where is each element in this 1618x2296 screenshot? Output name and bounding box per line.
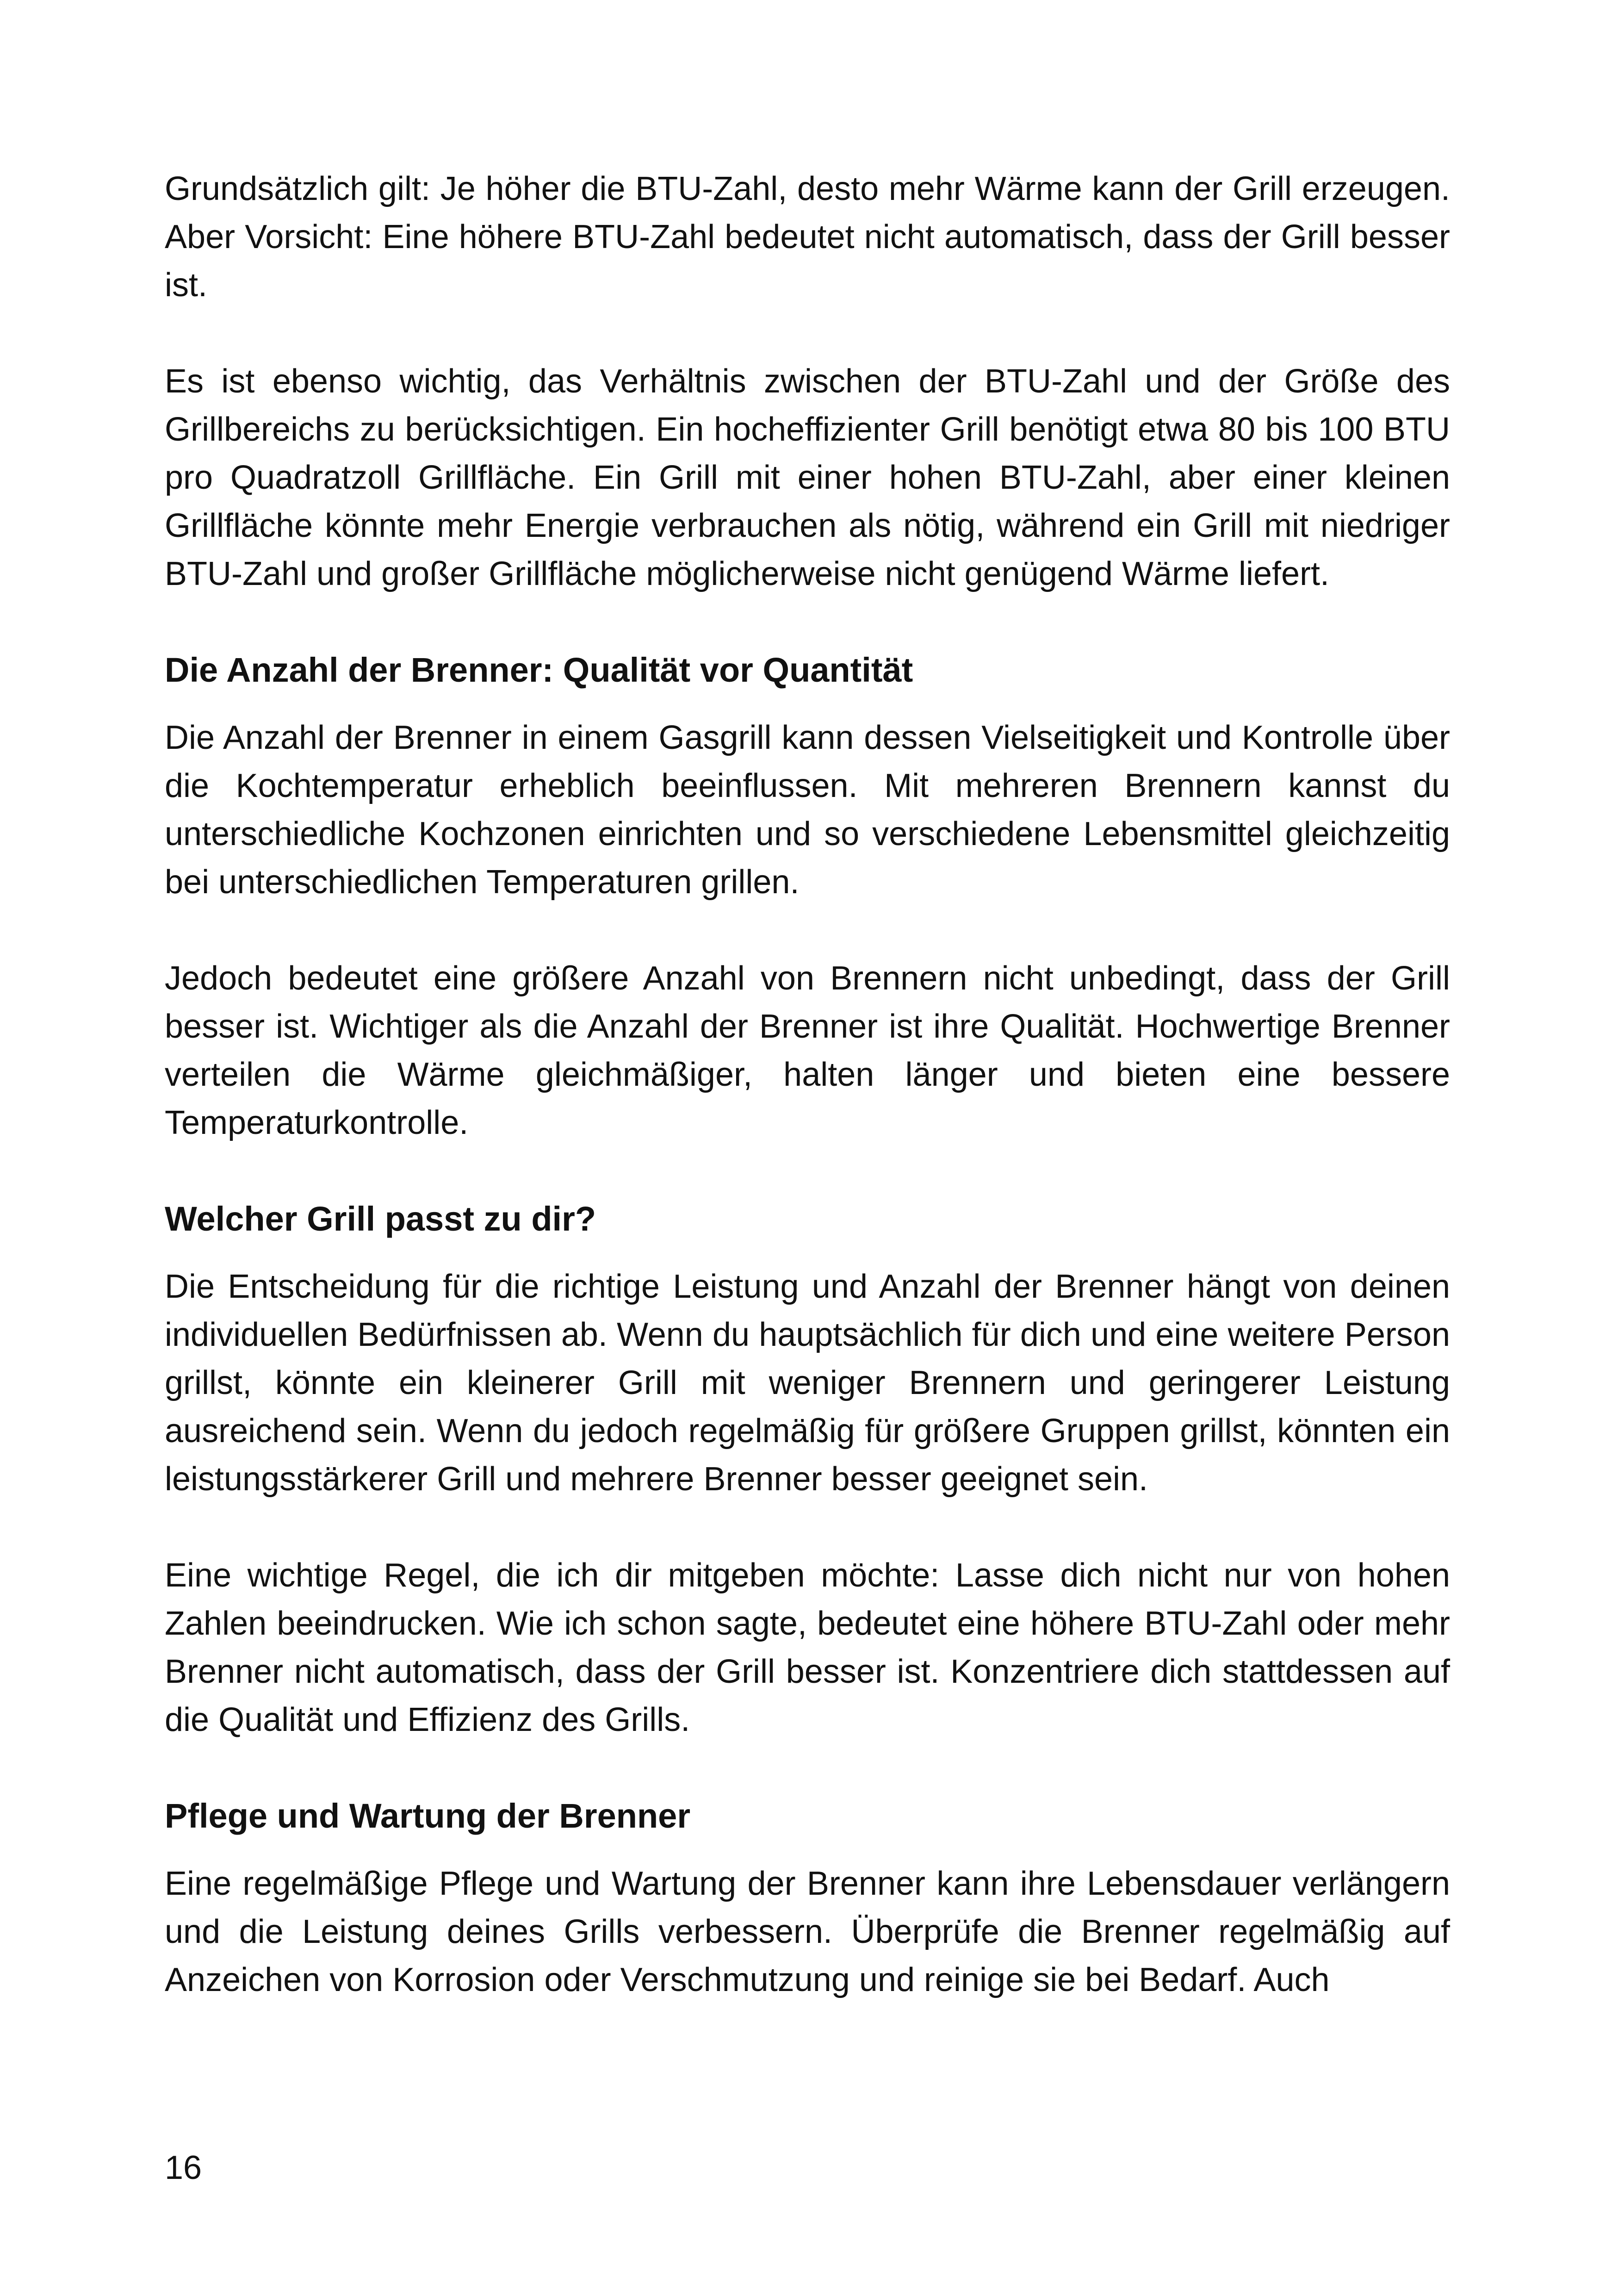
heading-pflege-wartung: Pflege und Wartung der Brenner <box>165 1797 691 1835</box>
page-number: 16 <box>165 2149 202 2186</box>
heading-welcher-grill: Welcher Grill passt zu dir? <box>165 1200 596 1238</box>
page-content <box>165 165 1450 2004</box>
welcher-paragraph-2: Eine wichtige Regel, die ich dir mitgeben möchte: Lasse dich nicht nur von hohen Zahlen beeindrucken. Wie ich schon sagte, bedeutet eine höhere BTU-Zahl oder mehr Brenner nicht automatisch, dass der Grill besser ist. Konzentriere dich stattdessen auf die Qualität und Effizienz des Grills. <box>165 1557 1450 1738</box>
intro-paragraph-2: Es ist ebenso wichtig, das Verhältnis zwischen der BTU-Zahl und der Größe des Grillbereichs zu berücksichtigen. Ein hocheffizienter Grill benötigt etwa 80 bis 100 BTU pro Quadratzoll Grillfläche. Ein Grill mit einer hohen BTU-Zahl, aber einer kleinen Grillfläche könnte mehr Energie verbrauchen als nötig, während ein Grill mit niedriger BTU-Zahl und großer Grillfläche möglicherweise nicht genügend Wärme liefert. <box>165 363 1450 592</box>
intro-paragraph-1: Grundsätzlich gilt: Je höher die BTU-Zahl, desto mehr Wärme kann der Grill erzeugen. Aber Vorsicht: Eine höhere BTU-Zahl bedeutet nicht automatisch, dass der Grill besser ist. <box>165 170 1450 304</box>
heading-brenner-anzahl: Die Anzahl der Brenner: Qualität vor Quantität <box>165 651 913 689</box>
pflege-paragraph-1: Eine regelmäßige Pflege und Wartung der Brenner kann ihre Lebensdauer verlängern und die Leistung deines Grills verbessern. Überprüfe die Brenner regelmäßig auf Anzeichen von Korrosion oder Verschmutzung und reinige sie bei Bedarf. Auch <box>165 1865 1450 1998</box>
brenner-paragraph-1: Die Anzahl der Brenner in einem Gasgrill kann dessen Vielseitigkeit und Kontrolle über die Kochtemperatur erheblich beeinflussen. Mit mehreren Brennern kannst du unterschiedliche Kochzonen einrichten und so verschiedene Lebensmittel gleichzeitig bei unterschiedlichen Temperaturen grillen. <box>165 719 1450 901</box>
brenner-paragraph-2: Jedoch bedeutet eine größere Anzahl von Brennern nicht unbedingt, dass der Grill besser ist. Wichtiger als die Anzahl der Brenner ist ihre Qualität. Hochwertige Brenner verteilen die Wärme gleichmäßiger, halten länger und bieten eine bessere Temperaturkontrolle. <box>165 960 1450 1141</box>
welcher-paragraph-1: Die Entscheidung für die richtige Leistung und Anzahl der Brenner hängt von deinen individuellen Bedürfnissen ab. Wenn du hauptsächlich für dich und eine weitere Person grillst, könnte ein kleinerer Grill mit weniger Brennern und geringerer Leistung ausreichend sein. Wenn du jedoch regelmäßig für größere Gruppen grillst, könnten ein leistungsstärkerer Grill und mehrere Brenner besser geeignet sein. <box>165 1268 1450 1498</box>
